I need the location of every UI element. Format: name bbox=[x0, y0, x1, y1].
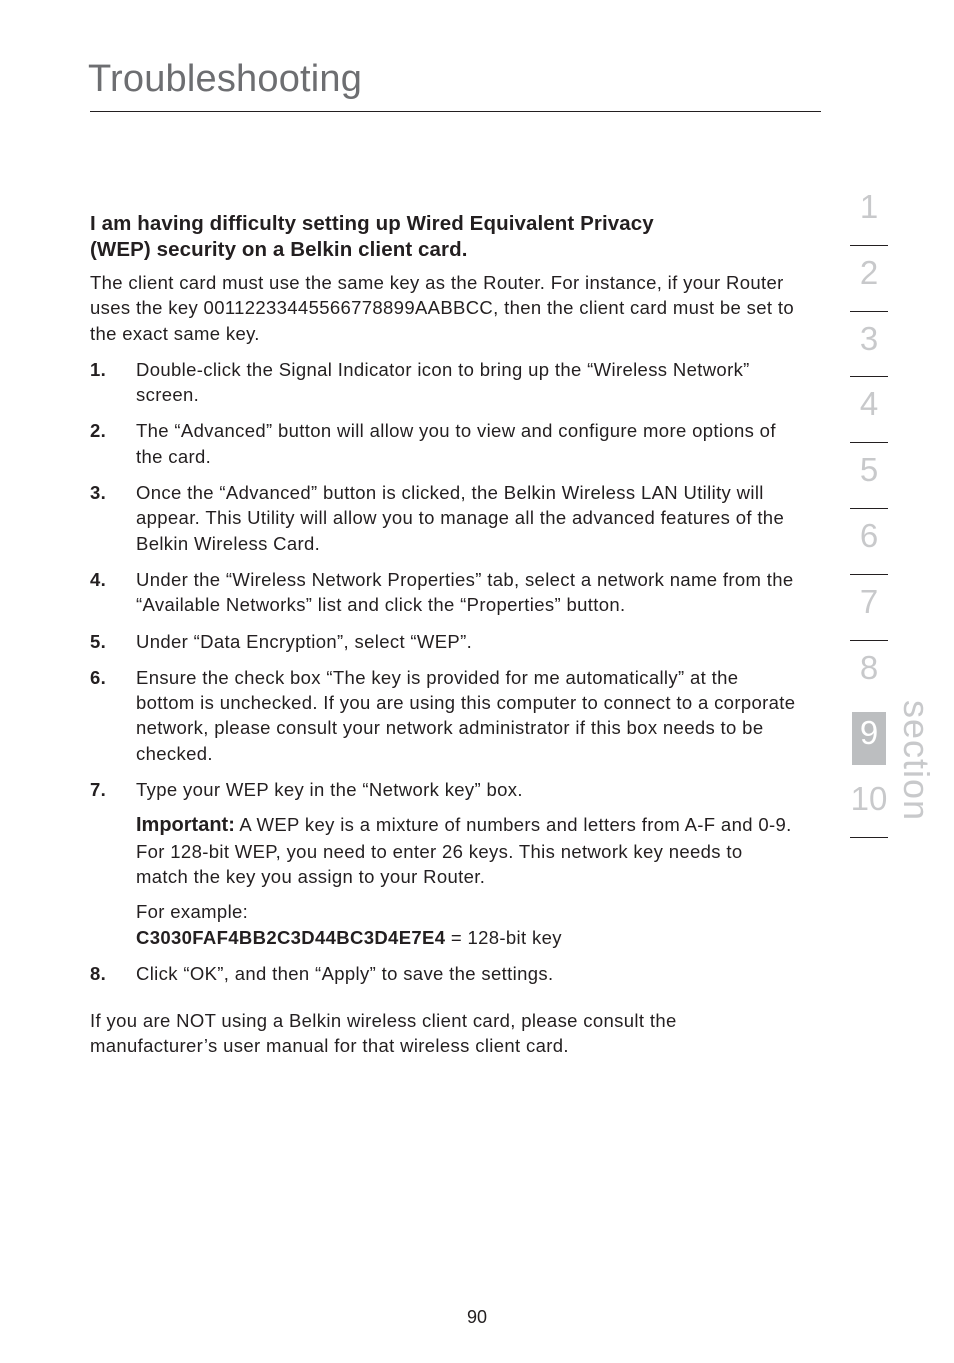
step-number: 7. bbox=[90, 779, 107, 801]
section-tab-label: 9 bbox=[859, 714, 879, 752]
step-number: 4. bbox=[90, 568, 107, 590]
section-tab-label: 8 bbox=[859, 648, 879, 686]
important-note bbox=[136, 812, 800, 889]
step-text: Ensure the check box “The key is provided for me automatically” at the bottom is unchecked. If you are using this computer to connect to a corporate network, please consult your network administrator if this box needs to be checked. bbox=[136, 666, 796, 764]
section-tab-label: 10 bbox=[850, 780, 888, 818]
section-tab-label: 3 bbox=[859, 319, 879, 357]
step-item-2 bbox=[90, 418, 800, 469]
section-tab-10 bbox=[850, 772, 888, 838]
section-tab-1 bbox=[850, 180, 888, 246]
example-note bbox=[136, 899, 800, 950]
step-item-5 bbox=[90, 629, 800, 654]
title-divider bbox=[90, 111, 821, 112]
step-item-8 bbox=[90, 961, 800, 986]
main-content bbox=[90, 211, 800, 1070]
step-item-7 bbox=[90, 777, 800, 950]
section-tab-3 bbox=[850, 312, 888, 378]
step-item-1 bbox=[90, 357, 800, 408]
section-tab-2 bbox=[850, 246, 888, 312]
example-key: C3030FAF4BB2C3D44BC3D4E7E4 bbox=[136, 926, 446, 948]
example-label: For example: bbox=[136, 901, 249, 923]
page-title: Troubleshooting bbox=[88, 58, 363, 100]
section-tab-label: 7 bbox=[859, 582, 879, 620]
example-suffix: = 128-bit key bbox=[445, 926, 562, 948]
section-tab-7 bbox=[850, 575, 888, 641]
step-text: Under the “Wireless Network Properties” tab, select a network name from the “Available Networks” list and click the “Properties” button. bbox=[136, 568, 794, 616]
page-number: 90 bbox=[466, 1307, 488, 1327]
step-item-4 bbox=[90, 567, 800, 618]
important-label: Important: bbox=[136, 814, 235, 837]
section-tab-label: 2 bbox=[859, 253, 879, 291]
step-text: Type your WEP key in the “Network key” box. bbox=[136, 779, 523, 801]
step-number: 8. bbox=[90, 962, 107, 984]
step-text: Click “OK”, and then “Apply” to save the settings. bbox=[136, 962, 554, 984]
section-tab-5 bbox=[850, 443, 888, 509]
step-text: Under “Data Encryption”, select “WEP”. bbox=[136, 630, 473, 652]
section-tab-6 bbox=[850, 509, 888, 575]
step-text: Once the “Advanced” button is clicked, the Belkin Wireless LAN Utility will appear. This Utility will allow you to manage all the advanced features of the Belkin Wireless Card. bbox=[136, 482, 785, 554]
section-label: section bbox=[896, 700, 937, 822]
step-number: 1. bbox=[90, 358, 107, 380]
important-text: A WEP key is a mixture of numbers and letters from A-F and 0-9. For 128-bit WEP, you need to enter 26 keys. This network key needs to match the key you assign to your Router. bbox=[136, 814, 792, 887]
step-item-3 bbox=[90, 480, 800, 556]
heading-line-1: I am having difficulty setting up Wired Equivalent Privacy bbox=[90, 212, 654, 235]
step-item-6 bbox=[90, 665, 800, 766]
section-nav bbox=[850, 180, 888, 838]
step-number: 3. bbox=[90, 482, 107, 504]
step-text: The “Advanced” button will allow you to view and configure more options of the card. bbox=[136, 420, 776, 467]
step-number: 5. bbox=[90, 630, 107, 652]
step-text: Double-click the Signal Indicator icon to bring up the “Wireless Network” screen. bbox=[136, 358, 750, 406]
section-tab-4 bbox=[850, 377, 888, 443]
step-list bbox=[90, 357, 800, 986]
section-heading bbox=[90, 211, 800, 262]
section-tab-label: 6 bbox=[859, 516, 879, 554]
heading-line-2: (WEP) security on a Belkin client card. bbox=[90, 237, 468, 261]
section-tab-label: 5 bbox=[859, 451, 879, 489]
step-number: 6. bbox=[90, 666, 107, 688]
section-tab-label: 4 bbox=[859, 385, 879, 423]
closing-paragraph: If you are NOT using a Belkin wireless client card, please consult the manufacturer’s user manual for that wireless client card. bbox=[90, 1010, 677, 1057]
section-tab-9-active bbox=[850, 706, 888, 772]
intro-paragraph: The client card must use the same key as the Router. For instance, if your Router uses the key 00112233445566778899AABBCC, then the client card must be set to the exact same key. bbox=[90, 272, 795, 344]
step-number: 2. bbox=[90, 420, 107, 442]
section-tab-label: 1 bbox=[859, 188, 879, 225]
section-tab-8 bbox=[850, 641, 888, 707]
